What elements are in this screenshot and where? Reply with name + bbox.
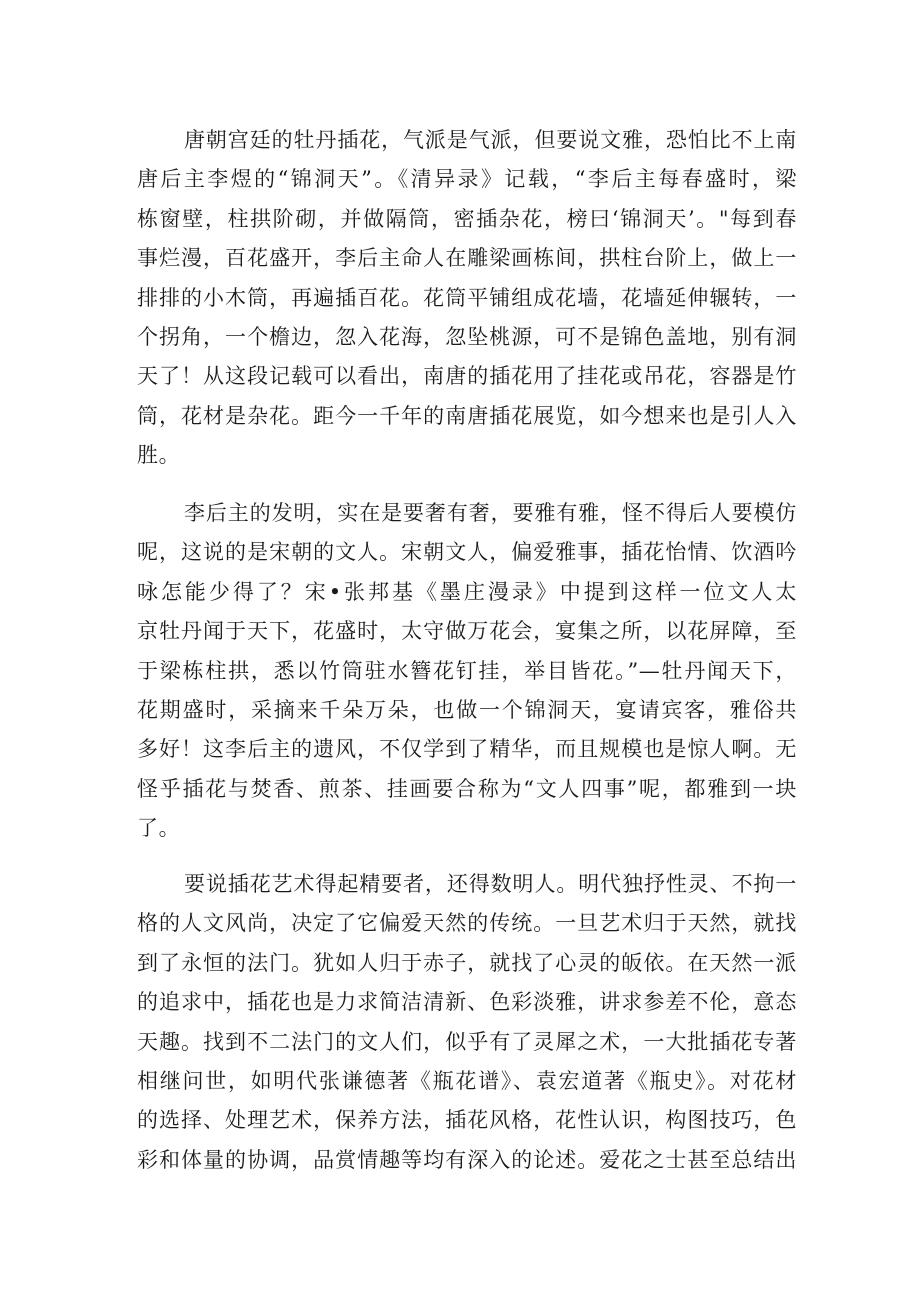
text-line: 怪乎插花与焚香、煎茶、挂画要合称为“文人四事”呢，都雅到一块 bbox=[137, 776, 797, 801]
text-line: 格的人文风尚，决定了它偏爱天然的传统。一旦艺术归于天然，就找 bbox=[137, 911, 797, 936]
text-line: 呢，这说的是宋朝的文人。宋朝文人，偏爱雅事，插花怡情、饮酒吟 bbox=[137, 540, 797, 565]
text-line: 京牡丹闻于天下，花盛时，太守做万花会，宴集之所，以花屏障，至 bbox=[137, 619, 797, 644]
text-line: 的选择、处理艺术，保养方法，插花风格，花性认识，构图技巧，色 bbox=[137, 1108, 797, 1133]
text-line: 李后主的发明，实在是要奢有奢，要雅有雅，怪不得后人要模仿 bbox=[184, 501, 797, 525]
text-line: 天趣。找到不二法门的文人们，似乎有了灵犀之术，一大批插花专著 bbox=[137, 1029, 797, 1054]
text-line: 天了！从这段记载可以看出，南唐的插花用了挂花或吊花，容器是竹 bbox=[137, 364, 797, 389]
text-line: 相继问世，如明代张谦德著《瓶花谱》、袁宏道著《瓶史》。对花材 bbox=[137, 1068, 797, 1093]
text-line: 个拐角，一个檐边，忽入花海，忽坠桃源，可不是锦色盖地，别有洞 bbox=[137, 324, 797, 349]
text-line: 筒，花材是杂花。距今一千年的南唐插花展览，如今想来也是引人入 bbox=[137, 403, 797, 428]
text-line: 咏怎能少得了？宋•张邦基《墨庄漫录》中提到这样一位文人太 bbox=[137, 579, 797, 604]
text-line: 彩和体量的协调，品赏情趣等均有深入的论述。爱花之士甚至总结出 bbox=[137, 1147, 797, 1172]
text-line: 唐后主李煜的“锦洞天”。《清异录》记载，“李后主每春盛时，梁 bbox=[137, 167, 797, 192]
paragraph-3 bbox=[137, 865, 797, 1180]
text-line: 排排的小木筒，再遍插百花。花筒平铺组成花墙，花墙延伸辗转，一 bbox=[137, 285, 797, 310]
text-line: 的追求中，插花也是力求简洁清新、色彩淡雅，讲求参差不伦，意态 bbox=[137, 990, 797, 1015]
text-line: 花期盛时，采摘来千朵万朵，也做一个锦洞天，宴请宾客，雅俗共 bbox=[137, 697, 797, 722]
text-line: 栋窗壁，柱拱阶砌，并做隔筒，密插杂花，榜曰‘锦洞天’。"每到春 bbox=[137, 206, 797, 231]
paragraph-1 bbox=[137, 121, 797, 476]
text-line: 了。 bbox=[137, 816, 181, 841]
text-line: 唐朝宫廷的牡丹插花，气派是气派，但要说文雅，恐怕比不上南 bbox=[184, 128, 797, 152]
text-line: 事烂漫，百花盛开，李后主命人在雕梁画栋间，拱柱台阶上，做上一 bbox=[137, 246, 797, 271]
text-line: 多好！这李后主的遗风，不仅学到了精华，而且规模也是惊人啊。无 bbox=[137, 737, 797, 762]
paragraph-2 bbox=[137, 494, 797, 849]
text-line: 于梁栋柱拱，悉以竹筒驻水簪花钉挂，举目皆花。”—牡丹闻天下， bbox=[137, 658, 797, 683]
text-line: 到了永恒的法门。犹如人归于赤子，就找了心灵的皈依。在天然一派 bbox=[137, 950, 797, 975]
text-line: 要说插花艺术得起精要者，还得数明人。明代独抒性灵、不拘一 bbox=[184, 872, 797, 896]
text-line: 胜。 bbox=[137, 443, 181, 468]
